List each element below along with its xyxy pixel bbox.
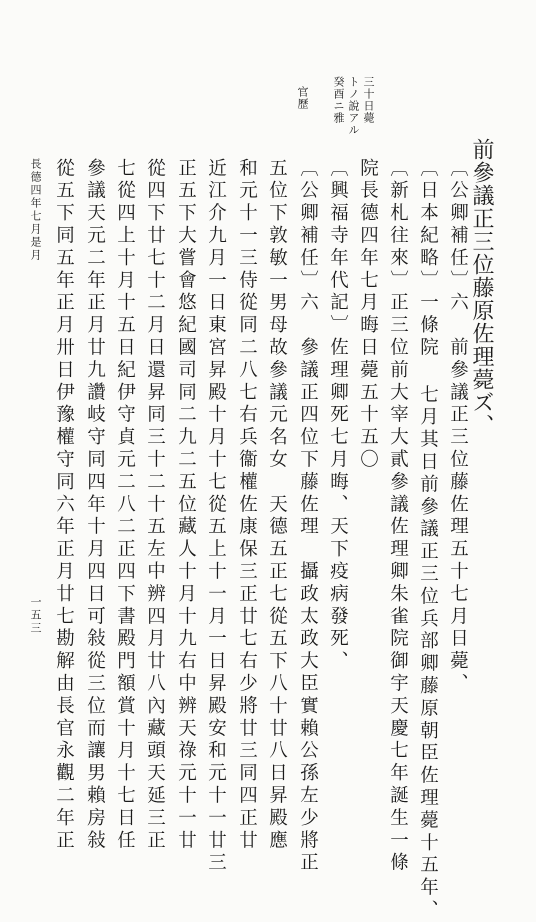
entry-heading: 前參議正三位藤原佐理薨ズ、: [469, 138, 494, 437]
text-column-13: 參議天元二年正月廿九讚岐守同四年十月四日可敍從三位而讓男賴房敍: [84, 158, 106, 853]
text-column-5: 〔興福寺年代記〕佐理卿死七月晦、天下疫病發死、: [327, 158, 349, 674]
text-column-9: 近江介九月一日東宮昇殿十月十七從五上十一月一日昇殿安和元十一廿三: [205, 158, 227, 875]
head-note-4: 官歷: [296, 86, 309, 110]
text-column-10: 正五下大嘗會悠紀國司同二九二五位藏人十月十九右中辨天祿元十一廿: [175, 158, 197, 853]
text-column-4: 院長德四年七月晦日薨五十五〇: [357, 158, 379, 472]
head-note-1: 三十日薨: [362, 76, 375, 124]
text-column-14: 從五下同五年正月卅日伊豫權守同六年正月廿七勘解由長官永觀二年正: [53, 158, 75, 853]
running-header: 長德四年七月是月: [29, 158, 42, 262]
head-note-2: トノ說アル: [347, 76, 360, 136]
text-column-3: 〔新札往來〕正三位前大宰大貳參議佐理卿朱雀院御宇天慶七年誕生一條: [387, 158, 409, 875]
text-column-11: 從四下廿七十二月日還昇同三十二十五左中辨四月廿八內藏頭天延三正: [144, 158, 166, 853]
text-column-12: 七從四上十月十五日紀伊守貞元二八二正四下書殿門額賞十月十七日任: [114, 158, 136, 853]
head-note-3: 癸酉ニ雅: [332, 76, 345, 124]
text-column-6: 〔公卿補任〕六 參議正四位下藤佐理 攝政太政大臣實賴公孫左少將正: [297, 158, 319, 875]
text-column-8: 和元十一三侍從同二八七右兵衞權佐康保三正廿七右少將廿三同四正廿: [236, 158, 258, 853]
page-number: 一五三: [29, 596, 42, 635]
text-column-7: 五位下敦敏一男母故參議元名女 天德五正七從五下八十廿八日昇殿應: [266, 158, 288, 853]
text-column-1: 〔公卿補任〕六 前參議正三位藤佐理五十七月日薨、: [447, 158, 469, 696]
text-column-2: 〔日本紀略〕一條院 七月其日前參議正三位兵部卿藤原朝臣佐理薨十五年、: [417, 158, 439, 922]
